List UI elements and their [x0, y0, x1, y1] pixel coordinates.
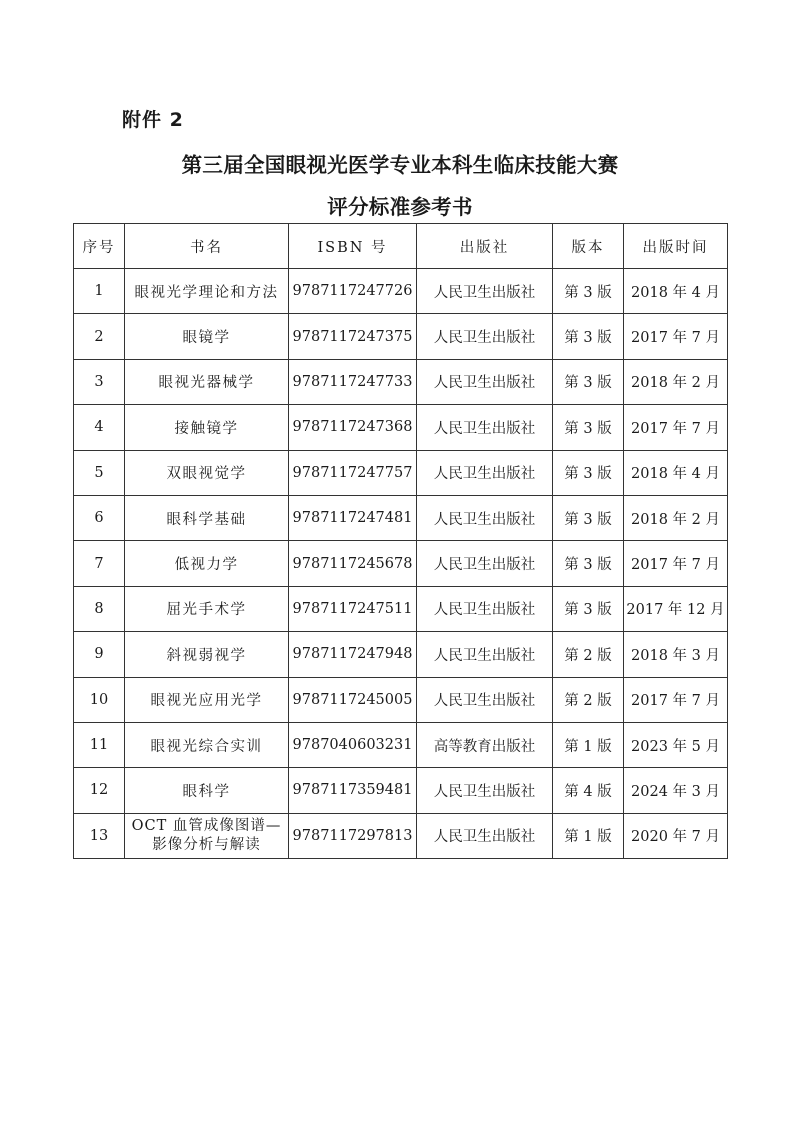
cell-edition: 第 3 版	[553, 405, 624, 450]
cell-no: 6	[74, 495, 125, 540]
cell-name: 斜视弱视学	[125, 632, 289, 677]
header-name: 书名	[125, 224, 289, 269]
table-row	[74, 813, 728, 858]
cell-no: 9	[74, 632, 125, 677]
cell-edition: 第 4 版	[553, 768, 624, 813]
cell-publisher: 人民卫生出版社	[417, 450, 553, 495]
table-row	[74, 768, 728, 813]
cell-name: 眼视光器械学	[125, 359, 289, 404]
cell-date: 2017 年 7 月	[624, 314, 728, 359]
cell-publisher: 人民卫生出版社	[417, 495, 553, 540]
cell-date: 2017 年 7 月	[624, 405, 728, 450]
cell-name: 双眼视觉学	[125, 450, 289, 495]
table-row	[74, 677, 728, 722]
cell-edition: 第 3 版	[553, 450, 624, 495]
cell-publisher: 人民卫生出版社	[417, 405, 553, 450]
cell-isbn: 9787117245678	[289, 541, 417, 586]
table-row	[74, 632, 728, 677]
table-header-row	[74, 224, 728, 269]
cell-no: 3	[74, 359, 125, 404]
cell-date: 2023 年 5 月	[624, 722, 728, 767]
reference-books-table	[73, 223, 728, 859]
cell-publisher: 高等教育出版社	[417, 722, 553, 767]
cell-no: 10	[74, 677, 125, 722]
cell-date: 2018 年 3 月	[624, 632, 728, 677]
cell-date: 2017 年 12 月	[624, 586, 728, 631]
cell-date: 2018 年 4 月	[624, 269, 728, 314]
table-row	[74, 586, 728, 631]
cell-isbn: 9787117247481	[289, 495, 417, 540]
cell-date: 2020 年 7 月	[624, 813, 728, 858]
cell-name: 眼视光应用光学	[125, 677, 289, 722]
cell-no: 1	[74, 269, 125, 314]
cell-publisher: 人民卫生出版社	[417, 541, 553, 586]
header-edition: 版本	[553, 224, 624, 269]
cell-no: 13	[74, 813, 125, 858]
cell-isbn: 9787117247948	[289, 632, 417, 677]
cell-publisher: 人民卫生出版社	[417, 768, 553, 813]
header-date: 出版时间	[624, 224, 728, 269]
cell-publisher: 人民卫生出版社	[417, 359, 553, 404]
cell-isbn: 9787117297813	[289, 813, 417, 858]
cell-no: 5	[74, 450, 125, 495]
cell-name-line2: 影像分析与解读	[152, 836, 261, 853]
cell-name: 眼镜学	[125, 314, 289, 359]
cell-publisher: 人民卫生出版社	[417, 813, 553, 858]
cell-isbn: 9787117245005	[289, 677, 417, 722]
attachment-label: 附件 2	[122, 109, 184, 131]
cell-edition: 第 3 版	[553, 359, 624, 404]
cell-edition: 第 3 版	[553, 269, 624, 314]
cell-name-line1: OCT 血管成像图谱—	[131, 817, 282, 834]
document-subtitle: 评分标准参考书	[327, 195, 473, 219]
cell-edition: 第 2 版	[553, 677, 624, 722]
cell-no: 11	[74, 722, 125, 767]
table-row	[74, 722, 728, 767]
table-row	[74, 405, 728, 450]
cell-date: 2018 年 2 月	[624, 495, 728, 540]
header-isbn: ISBN 号	[289, 224, 417, 269]
cell-date: 2017 年 7 月	[624, 677, 728, 722]
table-row	[74, 541, 728, 586]
cell-isbn: 9787117359481	[289, 768, 417, 813]
cell-publisher: 人民卫生出版社	[417, 314, 553, 359]
header-publisher: 出版社	[417, 224, 553, 269]
table-row	[74, 495, 728, 540]
cell-publisher: 人民卫生出版社	[417, 677, 553, 722]
cell-name: 眼科学基础	[125, 495, 289, 540]
cell-name	[125, 813, 289, 858]
cell-isbn: 9787040603231	[289, 722, 417, 767]
cell-date: 2024 年 3 月	[624, 768, 728, 813]
cell-isbn: 9787117247757	[289, 450, 417, 495]
cell-edition: 第 3 版	[553, 541, 624, 586]
cell-isbn: 9787117247375	[289, 314, 417, 359]
cell-publisher: 人民卫生出版社	[417, 269, 553, 314]
cell-isbn: 9787117247511	[289, 586, 417, 631]
cell-edition: 第 1 版	[553, 813, 624, 858]
cell-publisher: 人民卫生出版社	[417, 632, 553, 677]
cell-date: 2018 年 2 月	[624, 359, 728, 404]
cell-edition: 第 3 版	[553, 314, 624, 359]
cell-no: 7	[74, 541, 125, 586]
cell-name: 屈光手术学	[125, 586, 289, 631]
cell-isbn: 9787117247368	[289, 405, 417, 450]
cell-isbn: 9787117247733	[289, 359, 417, 404]
cell-edition: 第 1 版	[553, 722, 624, 767]
cell-edition: 第 2 版	[553, 632, 624, 677]
cell-isbn: 9787117247726	[289, 269, 417, 314]
cell-no: 12	[74, 768, 125, 813]
cell-edition: 第 3 版	[553, 586, 624, 631]
cell-name: 眼科学	[125, 768, 289, 813]
table-row	[74, 269, 728, 314]
table-row	[74, 314, 728, 359]
header-no: 序号	[74, 224, 125, 269]
cell-no: 2	[74, 314, 125, 359]
table-row	[74, 359, 728, 404]
cell-date: 2017 年 7 月	[624, 541, 728, 586]
cell-edition: 第 3 版	[553, 495, 624, 540]
table-row	[74, 450, 728, 495]
cell-name: 接触镜学	[125, 405, 289, 450]
cell-publisher: 人民卫生出版社	[417, 586, 553, 631]
cell-name: 低视力学	[125, 541, 289, 586]
cell-no: 4	[74, 405, 125, 450]
document-title: 第三届全国眼视光医学专业本科生临床技能大赛	[181, 153, 619, 177]
cell-date: 2018 年 4 月	[624, 450, 728, 495]
cell-no: 8	[74, 586, 125, 631]
cell-name: 眼视光综合实训	[125, 722, 289, 767]
cell-name: 眼视光学理论和方法	[125, 269, 289, 314]
